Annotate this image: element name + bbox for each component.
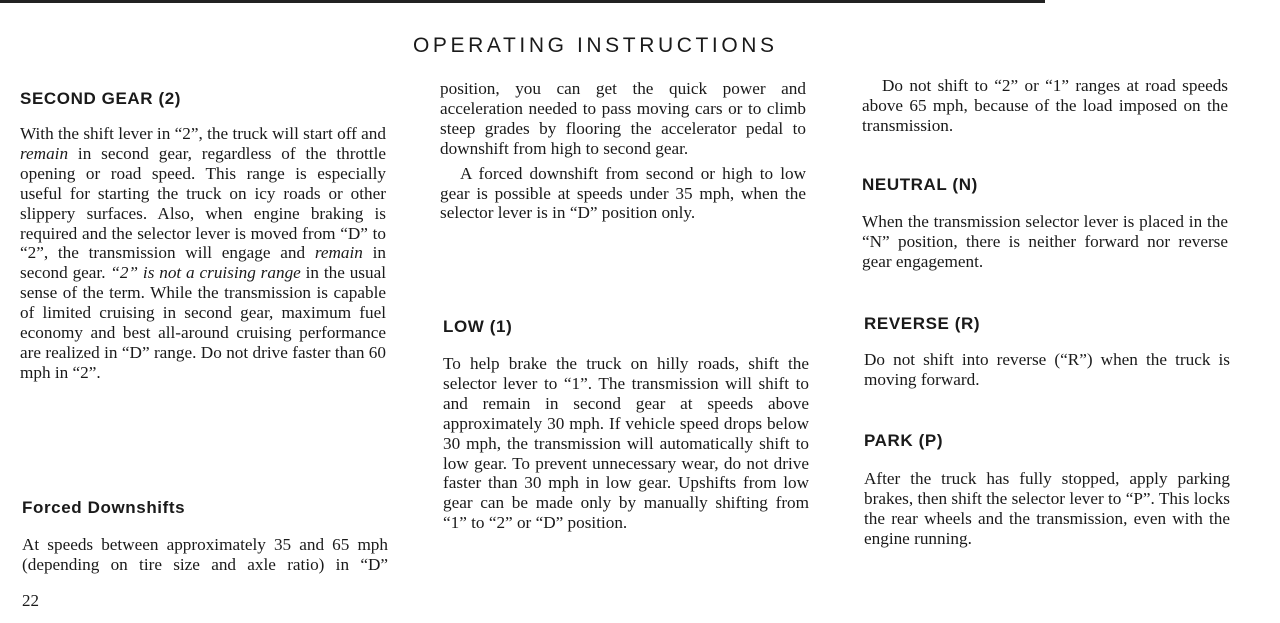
forced-downshifts-paragraph-1: At speeds between approximately 35 and 65 mph (depending on tire size and axle ratio) in “D” [22, 535, 388, 574]
text-run: in second gear. [20, 243, 387, 283]
top-rule [0, 0, 1045, 3]
forced-downshifts-text-continued [440, 79, 806, 279]
second-gear-text [20, 124, 386, 383]
text-run: With the shift lever in “2”, the truck will start off and [20, 124, 386, 143]
forced-downshifts-paragraph-1-cont: position, you can get the quick power and acceleration needed to pass moving cars or to climb steep grades by flooring the accelerator pedal to downshift from high to second gear. [440, 79, 806, 158]
page-number: 22 [22, 591, 39, 610]
heading-forced-downshifts: Forced Downshifts [22, 498, 186, 517]
col3-intro-text [862, 76, 1228, 136]
heading-park: PARK (P) [864, 431, 944, 450]
col3-intro-paragraph: Do not shift to “2” or “1” ranges at road speeds above 65 mph, because of the load imposed on the transmission. [862, 76, 1228, 135]
text-emphasis: remain [314, 243, 363, 263]
low-paragraph: To help brake the truck on hilly roads, shift the selector lever to “1”. The transmission will shift to and remain in second gear at speeds above approximately 30 mph. If vehicle speed drops below 30 mph, the transmission will automatically shift to low gear. To prevent unnecessary wear, do not drive faster than 30 mph in low gear. Upshifts from low gear can be made only by manually shifting from “1” to “2” or “D” position. [443, 354, 809, 533]
page-title: OPERATING INSTRUCTIONS [413, 34, 778, 57]
text-emphasis: “2” is not a cruising range [110, 263, 301, 283]
forced-downshifts-text-start [22, 535, 388, 575]
reverse-paragraph: Do not shift into reverse (“R”) when the truck is moving forward. [864, 350, 1230, 389]
forced-downshifts-reflow [440, 79, 806, 223]
low-text [443, 354, 809, 533]
text-emphasis: remain [20, 143, 69, 163]
heading-neutral: NEUTRAL (N) [862, 175, 978, 194]
neutral-text [862, 212, 1228, 272]
heading-second-gear: SECOND GEAR (2) [20, 89, 182, 108]
forced-downshifts-paragraph-2: A forced downshift from second or high to low gear is possible at speeds under 35 mph, when the selector lever is in “D” position only. [440, 163, 806, 223]
text-run: in the usual sense of the term. While the transmission is capable of limited cruising in second gear, maximum fuel economy and best all-around cruising performance are realized in “D” range. Do not drive faster than 60 mph in “2”. [20, 263, 386, 382]
park-text [864, 469, 1230, 549]
forced-downshifts-flow [440, 79, 806, 223]
neutral-paragraph: When the transmission selector lever is placed in the “N” position, there is neither forward nor reverse gear engagement. [862, 212, 1228, 271]
text-run: in second gear, regardless of the throttle opening or road speed. This range is especially useful for starting the truck on icy roads or other slippery surfaces. Also, when engine braking is required and the selector lever is moved from “D” to “2”, the transmission will engage and [20, 143, 386, 263]
park-paragraph: After the truck has fully stopped, apply parking brakes, then shift the selector lever to “P”. This locks the rear wheels and the transmission, even with the engine running. [864, 469, 1230, 548]
heading-low: LOW (1) [443, 317, 513, 336]
second-gear-paragraph [20, 124, 386, 383]
reverse-text [864, 350, 1230, 390]
heading-reverse: REVERSE (R) [864, 314, 981, 333]
